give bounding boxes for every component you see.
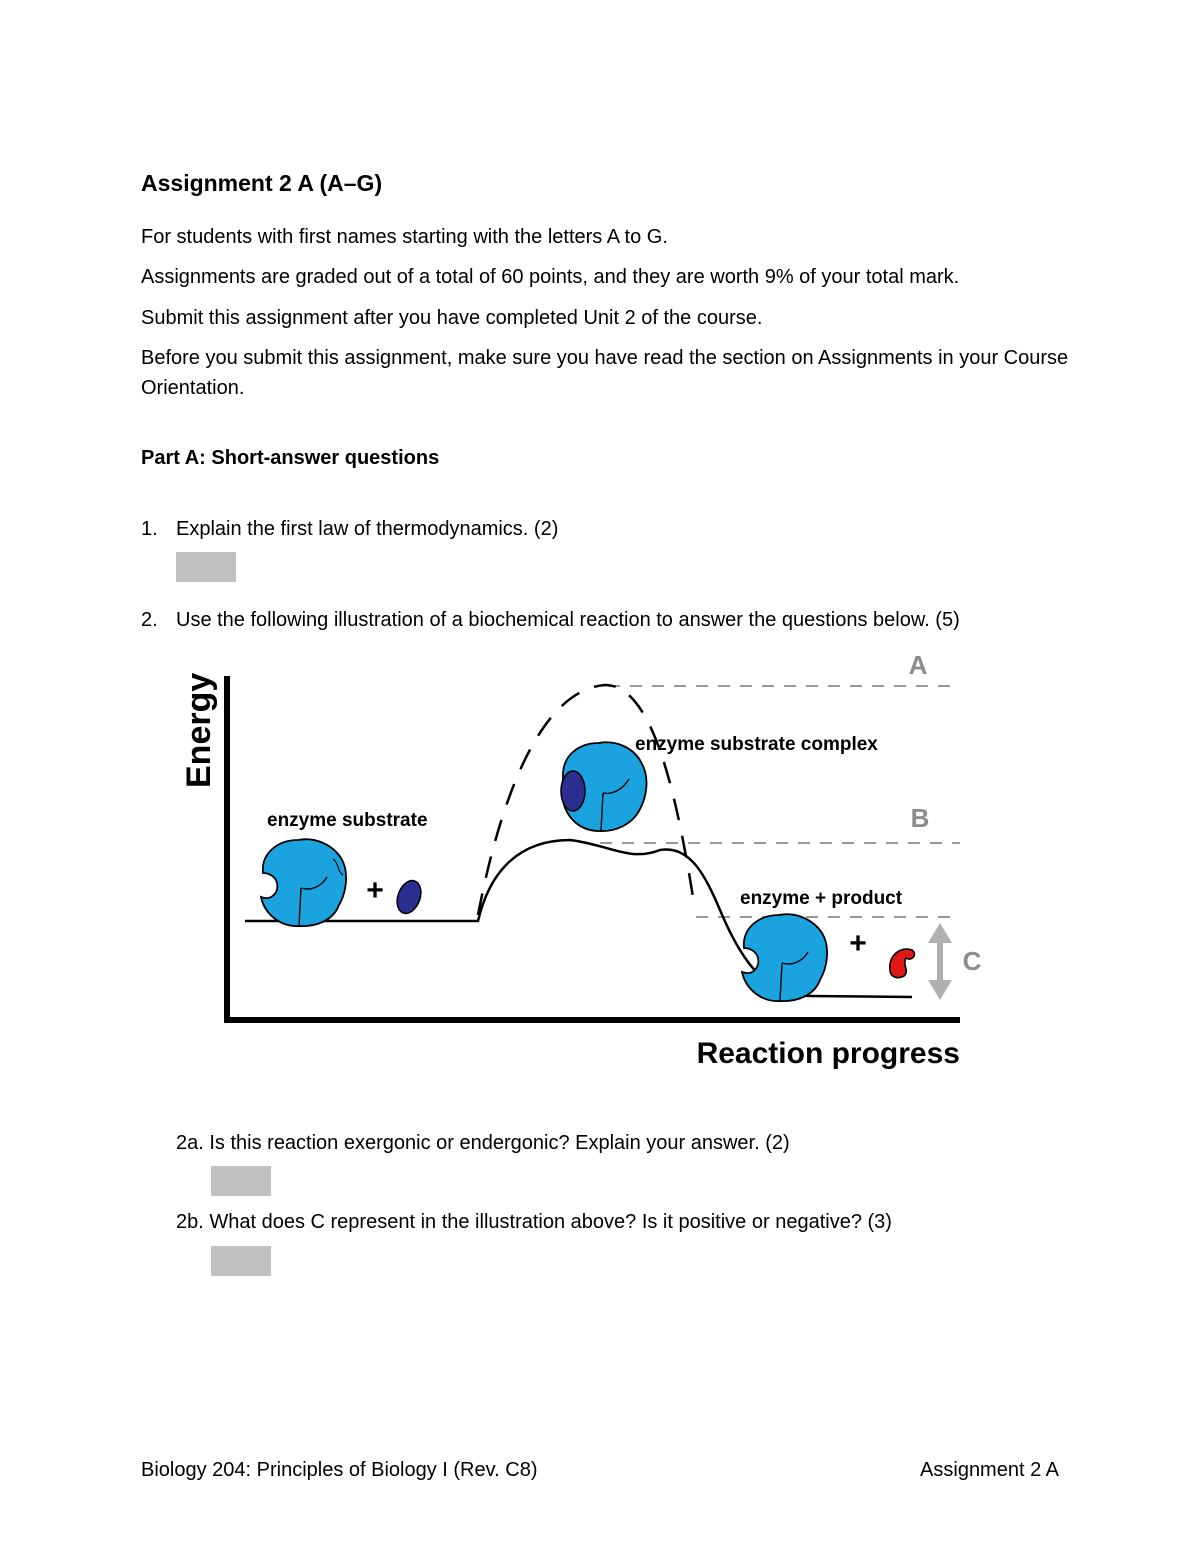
label-enzyme-substrate: enzyme substrate xyxy=(267,810,428,831)
enzyme-icon-left xyxy=(261,839,346,926)
marker-c: C xyxy=(962,946,982,976)
delta-arrow-icon xyxy=(928,923,952,1000)
question-2a-text: 2a. Is this reaction exergonic or endergonic? Explain your answer. (2) xyxy=(176,1132,790,1154)
answer-field-q2b[interactable] xyxy=(211,1246,271,1276)
intro-line-4: Before you submit this assignment, make sure you have read the section on Assignments in your Course Orientation. xyxy=(141,347,1069,399)
enzyme-icon-right xyxy=(742,914,827,1001)
answer-field-q1[interactable] xyxy=(176,552,236,582)
y-axis-label: Energy xyxy=(180,672,218,788)
substrate-icon xyxy=(393,877,425,916)
question-2-text: Use the following illustration of a biochemical reaction to answer the questions below. (5) xyxy=(176,609,960,631)
enzyme-substrate-complex-icon xyxy=(561,742,647,831)
question-2b-text: 2b. What does C represent in the illustration above? Is it positive or negative? (3) xyxy=(176,1211,892,1233)
footer-course: Biology 204: Principles of Biology I (Rev. C8) xyxy=(141,1459,538,1481)
label-enzyme-product: enzyme + product xyxy=(740,888,903,909)
intro-line-1: For students with first names starting with the letters A to G. xyxy=(141,226,668,248)
product-icon xyxy=(890,949,915,977)
marker-b: B xyxy=(910,803,930,833)
energy-diagram xyxy=(160,640,1000,1080)
question-1-number: 1. xyxy=(141,518,158,540)
page-title: Assignment 2 A (A–G) xyxy=(141,170,383,196)
question-2-number: 2. xyxy=(141,609,158,631)
intro-line-3: Submit this assignment after you have completed Unit 2 of the course. xyxy=(141,307,763,329)
label-plus-right: + xyxy=(849,927,867,960)
x-axis-label: Reaction progress xyxy=(696,1037,960,1070)
question-1-text: Explain the first law of thermodynamics. (2) xyxy=(176,518,559,540)
answer-field-q2a[interactable] xyxy=(211,1166,271,1196)
label-enzyme-substrate-complex: enzyme substrate complex xyxy=(635,734,878,755)
intro-line-2: Assignments are graded out of a total of 60 points, and they are worth 9% of your total mark. xyxy=(141,266,960,288)
label-plus-left: + xyxy=(366,874,384,907)
footer-assignment: Assignment 2 A xyxy=(920,1459,1059,1481)
marker-a: A xyxy=(908,650,928,680)
part-a-heading: Part A: Short-answer questions xyxy=(141,447,440,469)
